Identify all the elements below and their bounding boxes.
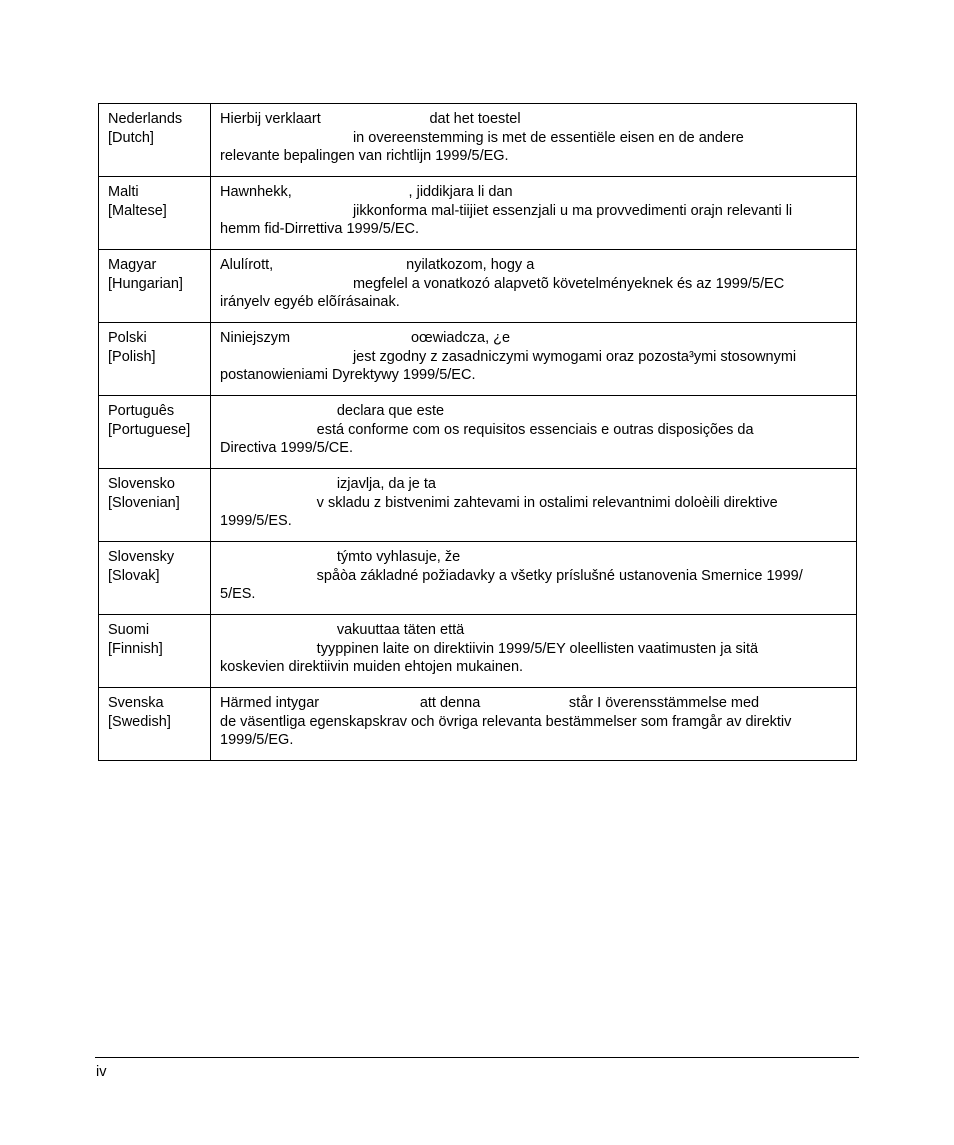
- declaration-text-line: týmto vyhlasuje, že: [220, 549, 461, 565]
- language-cell: [99, 688, 211, 761]
- language-cell: [99, 615, 211, 688]
- declaration-text-cell: [211, 469, 857, 542]
- declaration-text-cell: [211, 615, 857, 688]
- page-number: iv: [96, 1064, 107, 1080]
- declaration-row: [99, 396, 857, 469]
- declaration-text-cell: [211, 396, 857, 469]
- declaration-text-line: in overeenstemming is met de essentiële eisen en de andere: [220, 129, 744, 146]
- declaration-row: [99, 469, 857, 542]
- declaration-text-line: postanowieniami Dyrektywy 1999/5/EC.: [220, 367, 476, 383]
- declaration-text-line: tyyppinen laite on direktiivin 1999/5/EY oleellisten vaatimusten ja sitä: [220, 640, 759, 657]
- declaration-row: [99, 104, 857, 177]
- declaration-text-line: v skladu z bistvenimi zahtevami in ostalimi relevantnimi doloèili direktive: [220, 494, 778, 511]
- language-cell: [99, 396, 211, 469]
- declaration-text-line: 1999/5/EG.: [220, 732, 294, 748]
- declaration-text-line: Niniejszym oœwiadcza, ¿e: [220, 330, 511, 346]
- declaration-text-line: de väsentliga egenskapskrav och övriga relevanta bestämmelser som framgår av direktiv: [220, 713, 792, 730]
- declaration-text-line: koskevien direktiivin muiden ehtojen mukainen.: [220, 659, 524, 675]
- declaration-text-line: Directiva 1999/5/CE.: [220, 440, 353, 456]
- declaration-text-cell: [211, 323, 857, 396]
- language-name-english: [Finnish]: [108, 640, 163, 657]
- language-name: Magyar: [108, 257, 157, 273]
- language-name: Slovensky: [108, 549, 175, 565]
- declaration-text-line: izjavlja, da je ta: [220, 476, 436, 492]
- declaration-text-line: jest zgodny z zasadniczymi wymogami oraz pozosta³ymi stosownymi: [220, 348, 797, 365]
- language-name-english: [Portuguese]: [108, 421, 191, 438]
- language-name: Português: [108, 403, 175, 419]
- declaration-text-line: megfelel a vonatkozó alapvetõ követelményeknek és az 1999/5/EC: [220, 275, 785, 292]
- footer-divider: [95, 1057, 859, 1058]
- declaration-row: [99, 177, 857, 250]
- declaration-text-cell: [211, 542, 857, 615]
- declaration-text-line: Alulírott, nyilatkozom, hogy a: [220, 257, 535, 273]
- language-cell: [99, 469, 211, 542]
- language-name-english: [Polish]: [108, 348, 156, 365]
- declaration-table-body: [99, 104, 857, 761]
- language-name: Suomi: [108, 622, 150, 638]
- language-cell: [99, 104, 211, 177]
- declaration-text-line: Hawnhekk, , jiddikjara li dan: [220, 184, 513, 200]
- declaration-text-line: está conforme com os requisitos essenciais e outras disposições da: [220, 421, 754, 438]
- language-name-english: [Slovenian]: [108, 494, 180, 511]
- declaration-text-line: relevante bepalingen van richtlijn 1999/5/EG.: [220, 148, 509, 164]
- declaration-row: [99, 250, 857, 323]
- declaration-text-line: jikkonforma mal-tiijiet essenzjali u ma provvedimenti orajn relevanti li: [220, 202, 793, 219]
- declaration-row: [99, 615, 857, 688]
- language-cell: [99, 542, 211, 615]
- declaration-row: [99, 323, 857, 396]
- language-name-english: [Slovak]: [108, 567, 160, 584]
- declaration-text-line: vakuuttaa täten että: [220, 622, 465, 638]
- language-name: Svenska: [108, 695, 164, 711]
- declaration-text-line: spåòa základné požiadavky a všetky príslušné ustanovenia Smernice 1999/: [220, 567, 803, 584]
- language-name: Malti: [108, 184, 139, 200]
- declaration-text-line: declara que este: [220, 403, 445, 419]
- declaration-text-line: 1999/5/ES.: [220, 513, 292, 529]
- language-name-english: [Dutch]: [108, 129, 154, 146]
- declaration-text-line: Härmed intygar att denna står I överensstämmelse med: [220, 695, 760, 711]
- declaration-text-line: hemm fid-Dirrettiva 1999/5/EC.: [220, 221, 420, 237]
- declaration-text-line: 5/ES.: [220, 586, 256, 602]
- declaration-text-cell: [211, 250, 857, 323]
- declaration-text-line: Hierbij verklaart dat het toestel: [220, 111, 521, 127]
- language-name-english: [Swedish]: [108, 713, 171, 730]
- declaration-text-cell: [211, 104, 857, 177]
- declaration-table: [98, 103, 857, 761]
- language-cell: [99, 323, 211, 396]
- language-name: Polski: [108, 330, 147, 346]
- language-cell: [99, 250, 211, 323]
- declaration-text-cell: [211, 688, 857, 761]
- language-name-english: [Maltese]: [108, 202, 167, 219]
- declaration-row: [99, 542, 857, 615]
- language-name: Slovensko: [108, 476, 175, 492]
- language-name: Nederlands: [108, 111, 183, 127]
- language-cell: [99, 177, 211, 250]
- declaration-row: [99, 688, 857, 761]
- declaration-text-line: irányelv egyéb elõírásainak.: [220, 294, 400, 310]
- language-name-english: [Hungarian]: [108, 275, 183, 292]
- declaration-text-cell: [211, 177, 857, 250]
